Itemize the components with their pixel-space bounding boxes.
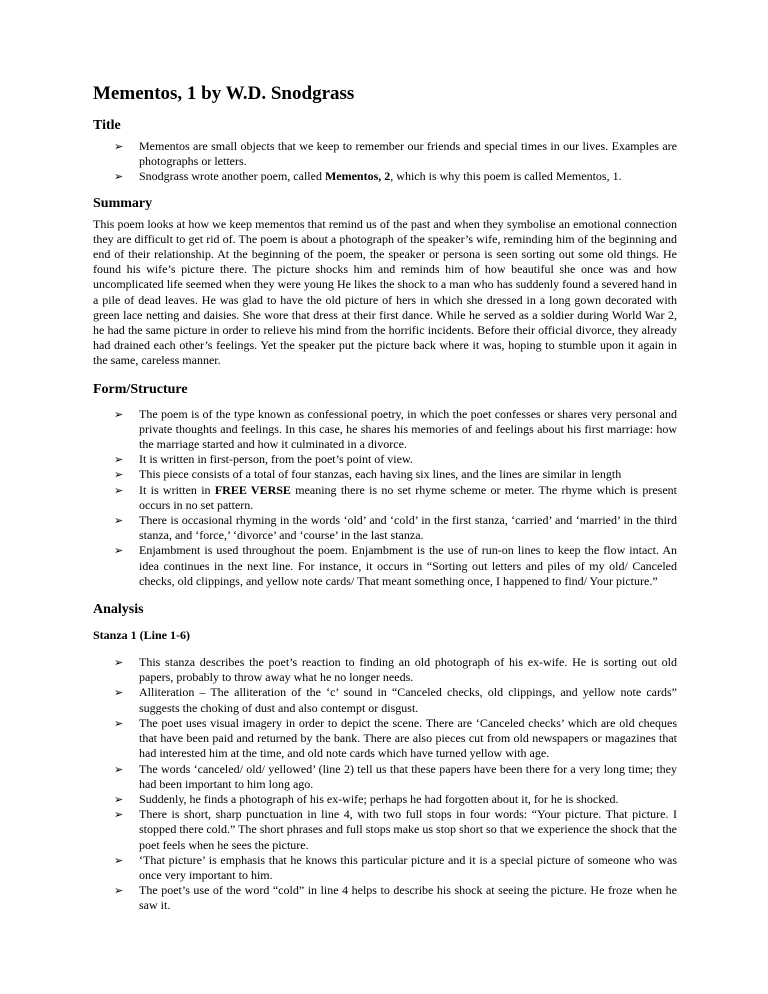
bullet-arrow-icon: ➢ <box>114 544 124 558</box>
bullet-text: ‘That picture’ is emphasis that he knows this particular picture and it is a special picture of someone who was once very important to him. <box>139 852 677 882</box>
bullet-text: There is short, sharp punctuation in line 4, with two full stops in four words: “Your picture. That picture. I stopped there cold.” The short phrases and full stops make us stop short so that we experience the shock that the poet feels when he sees the picture. <box>139 807 677 852</box>
bullet-list <box>93 407 677 589</box>
section-heading: Analysis <box>93 602 144 618</box>
bullet-text: There is occasional rhyming in the words ‘old’ and ‘cold’ in the first stanza, ‘carried’ and ‘married’ in the third stanza, and ‘force,’ ‘divorce’ and ‘course’ in the last stanza. <box>139 513 677 543</box>
bullet-item <box>93 452 677 467</box>
bullet-item <box>93 483 677 513</box>
bullet-text: The poet’s use of the word “cold” in line 4 helps to describe his shock at seeing the picture. He froze when he saw it. <box>139 883 677 913</box>
bullet-item <box>93 139 677 169</box>
bullet-bold-text: FREE VERSE <box>214 482 291 497</box>
bullet-item <box>93 169 677 184</box>
bullet-list <box>93 139 677 185</box>
document-page <box>93 82 677 914</box>
bullet-item <box>93 543 677 589</box>
bullet-item <box>93 883 677 913</box>
bullet-text: Enjambment is used throughout the poem. Enjambment is the use of run-on lines to keep the flow intact. An idea continues in the next line. For instance, it occurs in “Sorting out letters and piles of my old/ Canceled checks, old clippings, and yellow note cards/ That meant something once, I happened to find/ Your picture.” <box>139 543 677 588</box>
bullet-arrow-icon: ➢ <box>114 716 124 730</box>
bullet-item <box>93 407 677 453</box>
bullet-arrow-icon: ➢ <box>114 884 124 898</box>
bullet-item <box>93 467 677 482</box>
bullet-text: The words ‘canceled/ old/ yellowed’ (line 2) tell us that these papers have been there for a very long time; they had been important to him long ago. <box>139 761 677 791</box>
document-title: Mementos, 1 by W.D. Snodgrass <box>93 83 355 104</box>
bullet-item <box>93 853 677 883</box>
bullet-item <box>93 685 677 715</box>
section-form-structure <box>93 381 677 589</box>
bullet-text: , which is why this poem is called Mementos, 1. <box>390 169 622 184</box>
section-heading: Title <box>93 118 121 133</box>
bullet-text: This stanza describes the poet’s reaction to finding an old photograph of his ex-wife. He is sorting out old papers, probably to throw away what he no longer needs. <box>139 655 677 685</box>
bullet-text: It is written in <box>139 482 215 497</box>
bullet-text: This piece consists of a total of four stanzas, each having six lines, and the lines are similar in length <box>139 467 622 482</box>
bullet-arrow-icon: ➢ <box>114 468 124 482</box>
bullet-arrow-icon: ➢ <box>114 140 124 153</box>
bullet-text: Mementos are small objects that we keep to remember our friends and special times in our lives. Examples are photographs or letters. <box>139 139 677 169</box>
summary-paragraph: This poem looks at how we keep mementos that remind us of the past and when they symbolise an emotional connection they are difficult to get rid of. The poem is about a photograph of the speaker’s wife, reminding him of the beginning and end of their relationship. At the beginning of the poem, the speaker or persona is seen sorting out some old things. He found his wife’s picture there. The picture shocks him and reminds him of how beautiful she once was and how uncomplicated life seemed when they were young He likes the shock to a man who has suddenly found a severed hand in a pile of dead leaves. He was glad to have the old picture of hers in which she dressed in a long gown decorated with green lace netting and daisies. She wore that dress at their first dance. While he served as a soldier during World War 2, he had the same picture in order to relieve his mind from the horrific incidents. Before their official divorce, they already had drained each other’s feelings. Yet the speaker put the picture back where it was, hoping to stumble upon it again in the same, careless manner. <box>93 216 677 368</box>
bullet-arrow-icon: ➢ <box>114 483 124 497</box>
bullet-arrow-icon: ➢ <box>114 514 124 528</box>
bullet-item <box>93 655 677 685</box>
bullet-arrow-icon: ➢ <box>114 407 124 421</box>
bullet-item <box>93 792 677 807</box>
bullet-arrow-icon: ➢ <box>114 686 124 700</box>
bullet-list <box>93 655 677 913</box>
bullet-arrow-icon: ➢ <box>114 808 124 822</box>
section-heading: Form/Structure <box>93 381 188 397</box>
section-summary <box>93 195 677 369</box>
bullet-text: Suddenly, he finds a photograph of his ex-wife; perhaps he had forgotten about it, for he is shocked. <box>139 791 619 806</box>
section-heading: Summary <box>93 195 153 211</box>
bullet-arrow-icon: ➢ <box>114 853 124 867</box>
bullet-arrow-icon: ➢ <box>114 762 124 776</box>
bullet-text: meaning there is no set rhyme scheme or meter. The rhyme which is present occurs in no set pattern. <box>139 482 677 512</box>
bullet-bold-text: Mementos, 2 <box>324 169 391 184</box>
bullet-arrow-icon: ➢ <box>114 656 124 670</box>
bullet-text: Snodgrass wrote another poem, called <box>139 169 325 184</box>
bullet-item <box>93 807 677 853</box>
bullet-arrow-icon: ➢ <box>114 792 124 806</box>
bullet-text: The poet uses visual imagery in order to depict the scene. There are ‘Canceled checks’ which are old cheques that have been paid and returned by the bank. There are also pieces cut from old newspapers or magazines that had interested him at the time, and old note cards which have turned yellow with age. <box>139 715 677 761</box>
bullet-item <box>93 762 677 792</box>
bullet-text: Alliteration – The alliteration of the ‘c’ sound in “Canceled checks, old clippings, and yellow note cards” suggests the choking of dust and also contempt or disgust. <box>139 685 677 715</box>
section-title <box>93 117 677 185</box>
bullet-text: The poem is of the type known as confessional poetry, in which the poet confesses or shares very personal and private thoughts and feelings. In this case, he shares his memories of and feelings about his first marriage: how the marriage started and how it culminated in a divorce. <box>139 406 677 452</box>
section-analysis <box>93 601 677 913</box>
bullet-arrow-icon: ➢ <box>114 453 124 467</box>
bullet-item <box>93 716 677 762</box>
bullet-item <box>93 513 677 543</box>
bullet-arrow-icon: ➢ <box>114 170 124 184</box>
section-subheading: Stanza 1 (Line 1-6) <box>93 628 190 643</box>
bullet-text: It is written in first-person, from the poet’s point of view. <box>139 452 413 467</box>
